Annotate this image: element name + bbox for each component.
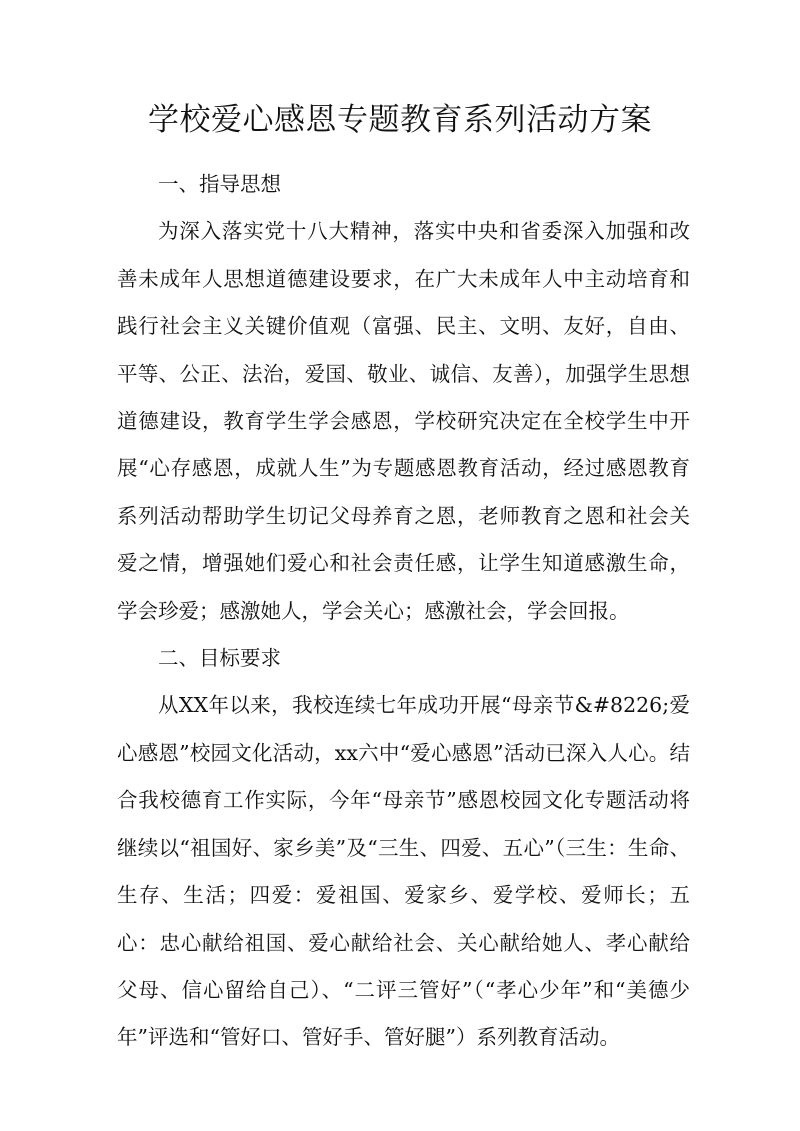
section-guiding-ideology — [117, 161, 690, 635]
section-heading: 一、指导思想 — [158, 172, 281, 196]
document-body — [117, 161, 690, 1062]
section-goals-requirements — [117, 635, 690, 1062]
section-heading: 二、目标要求 — [158, 646, 281, 671]
section-paragraph: 为深入落实党十八大精神，落实中央和省委深入加强和改善未成年人思想道德建设要求，在广大未成年人中主动培育和践行社会主义关键价值观（富强、民主、文明、友好，自由、平等、公正、法治，爱国、敬业、诚信、友善），加强学生思想道德建设，教育学生学会感恩，学校研究决定在全校学生中开展“心存感恩，成就人生”为专题感恩教育活动，经过感恩教育系列活动帮助学生切记父母养育之恩，老师教育之恩和社会关爱之情，增强她们爱心和社会责任感，让学生知道感激生命，学会珍爱；感激她人，学会关心；感激社会，学会回报。 — [117, 219, 690, 623]
section-paragraph: 从XX年以来，我校连续七年成功开展“母亲节&#8226;爱心感恩”校园文化活动，xx六中“爱心感恩”活动已深入人心。结合我校德育工作实际，今年“母亲节”感恩校园文化专题活动将继续以“祖国好、家乡美”及“三生、四爱、五心”（三生：生命、生存、生活；四爱：爱祖国、爱家乡、爱学校、爱师长；五心：忠心献给祖国、爱心献给社会、关心献给她人、孝心献给父母、信心留给自己）、“二评三管好”（“孝心少年”和“美德少年”评选和“管好口、管好手、管好腿”）系列教育活动。 — [117, 693, 690, 1050]
document-title: 学校爱心感恩专题教育系列活动方案 — [148, 102, 652, 138]
